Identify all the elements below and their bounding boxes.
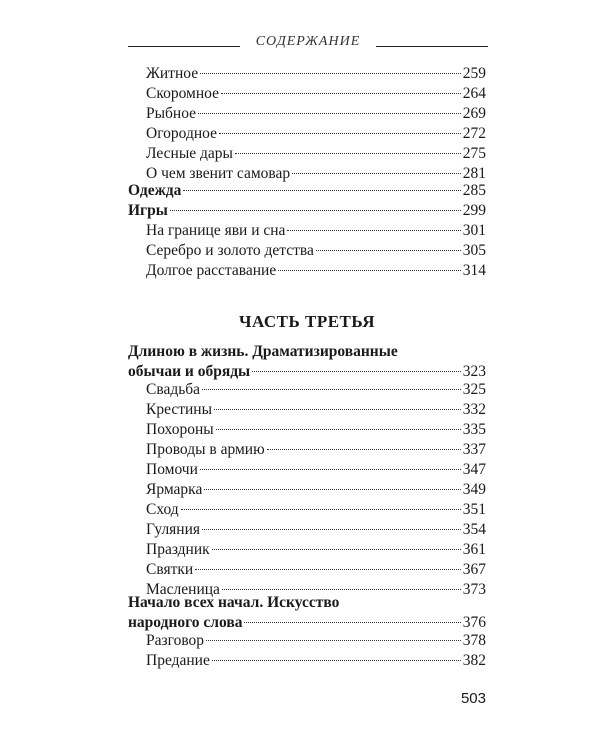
page-number: 269	[462, 105, 486, 122]
page-number: 275	[462, 145, 486, 162]
toc-section-folk-word	[128, 593, 486, 633]
page-number: 367	[462, 561, 486, 578]
dot-leader	[202, 529, 461, 530]
page-number: 378	[462, 632, 486, 649]
page-number: 264	[462, 85, 486, 102]
toc-entry[interactable]	[128, 500, 486, 520]
dot-leader	[244, 622, 460, 623]
page-number: 351	[462, 501, 486, 518]
toc-block-clothes-games	[128, 181, 486, 281]
entry-title: О чем звенит самовар	[146, 165, 291, 182]
entry-title: Праздник	[146, 541, 210, 558]
dot-leader	[222, 589, 461, 590]
toc-entry[interactable]	[128, 84, 486, 104]
entry-title: Крестины	[146, 401, 213, 418]
entry-title: Скоромное	[146, 85, 219, 102]
toc-entry[interactable]	[128, 400, 486, 420]
page-folio: 503	[460, 690, 486, 707]
page-number: 305	[462, 242, 486, 259]
toc-entry[interactable]	[128, 631, 486, 651]
dot-leader	[170, 210, 461, 211]
entry-title: Рыбное	[146, 105, 197, 122]
entry-title: На границе яви и сна	[146, 222, 286, 239]
dot-leader	[292, 173, 461, 174]
toc-entry[interactable]	[128, 520, 486, 540]
toc-entry[interactable]	[128, 181, 486, 201]
entry-title: Разговор	[146, 632, 205, 649]
page-number: 354	[462, 521, 486, 538]
entry-title: Святки	[146, 561, 194, 578]
page-number: 281	[462, 165, 486, 182]
dot-leader	[200, 73, 461, 74]
toc-block-folk-word	[128, 631, 486, 671]
page-number: 335	[462, 421, 486, 438]
section-heading-line2: народного слова	[128, 614, 243, 631]
toc-entry[interactable]	[128, 440, 486, 460]
dot-leader	[206, 640, 461, 641]
toc-entry[interactable]	[128, 124, 486, 144]
page-number: 299	[462, 202, 486, 219]
dot-leader	[252, 371, 461, 372]
page-number: 325	[462, 381, 486, 398]
dot-leader	[267, 449, 461, 450]
toc-entry[interactable]	[128, 104, 486, 124]
section-heading-line2: обычаи и обряды	[128, 363, 251, 380]
page-number: 332	[462, 401, 486, 418]
dot-leader	[221, 93, 461, 94]
entry-title: Житное	[146, 65, 199, 82]
page-number: 259	[462, 65, 486, 82]
entry-title: Лесные дары	[146, 145, 233, 162]
page-number: 349	[462, 481, 486, 498]
entry-title: Похороны	[146, 421, 214, 438]
entry-title: Свадьба	[146, 381, 201, 398]
toc-section-rites	[128, 342, 486, 382]
toc-entry[interactable]	[128, 420, 486, 440]
toc-entry[interactable]	[128, 241, 486, 261]
dot-leader	[183, 190, 460, 191]
dot-leader	[216, 429, 461, 430]
dot-leader	[212, 549, 461, 550]
toc-entry[interactable]	[128, 221, 486, 241]
page-number: 373	[462, 581, 486, 598]
dot-leader	[212, 660, 461, 661]
page-number: 272	[462, 125, 486, 142]
page-number: 323	[462, 363, 486, 380]
dot-leader	[219, 133, 461, 134]
toc-entry[interactable]	[128, 201, 486, 221]
entry-title: Помочи	[146, 461, 198, 478]
toc-entry[interactable]	[128, 460, 486, 480]
toc-entry[interactable]	[128, 540, 486, 560]
toc-block-food	[128, 64, 486, 184]
entry-title: Игры	[128, 202, 168, 219]
toc-entry[interactable]	[128, 480, 486, 500]
entry-title: Масленица	[146, 581, 220, 598]
entry-title: Долгое расставание	[146, 262, 277, 279]
toc-entry[interactable]	[128, 613, 486, 633]
entry-title: Предание	[146, 652, 210, 669]
dot-leader	[200, 469, 461, 470]
toc-entry[interactable]	[128, 144, 486, 164]
page-number: 382	[462, 652, 486, 669]
entry-title: Огородное	[146, 125, 217, 142]
dot-leader	[181, 509, 461, 510]
entry-title: Ярмарка	[146, 481, 203, 498]
dot-leader	[316, 250, 461, 251]
toc-entry[interactable]	[128, 380, 486, 400]
page-number: 301	[462, 222, 486, 239]
page-number: 376	[462, 614, 486, 631]
header-rule-right	[376, 46, 488, 47]
header-title: СОДЕРЖАНИЕ	[255, 34, 361, 49]
toc-entry[interactable]	[128, 64, 486, 84]
entry-title: Одежда	[128, 182, 182, 199]
dot-leader	[214, 409, 461, 410]
toc-block-rites	[128, 380, 486, 600]
toc-entry[interactable]	[128, 362, 486, 382]
dot-leader	[235, 153, 461, 154]
section-heading-line1: Длиною в жизнь. Драматизированные	[128, 343, 398, 360]
dot-leader	[278, 270, 461, 271]
page-number: 361	[462, 541, 486, 558]
toc-entry[interactable]	[128, 560, 486, 580]
part-title: ЧАСТЬ ТРЕТЬЯ	[238, 312, 376, 331]
entry-title: Серебро и золото детства	[146, 242, 314, 259]
dot-leader	[202, 389, 461, 390]
dot-leader	[195, 569, 461, 570]
section-heading-line1: Начало всех начал. Искусство	[128, 594, 340, 611]
page-number: 285	[462, 182, 486, 199]
toc-entry[interactable]	[128, 651, 486, 671]
toc-entry[interactable]	[128, 261, 486, 281]
running-header	[128, 34, 488, 54]
dot-leader	[198, 113, 461, 114]
page-number: 314	[462, 262, 486, 279]
entry-title: Проводы в армию	[146, 441, 265, 458]
dot-leader	[204, 489, 460, 490]
page-number: 337	[462, 441, 486, 458]
entry-title: Сход	[146, 501, 179, 518]
page-number: 347	[462, 461, 486, 478]
dot-leader	[287, 230, 460, 231]
entry-title: Гуляния	[146, 521, 201, 538]
